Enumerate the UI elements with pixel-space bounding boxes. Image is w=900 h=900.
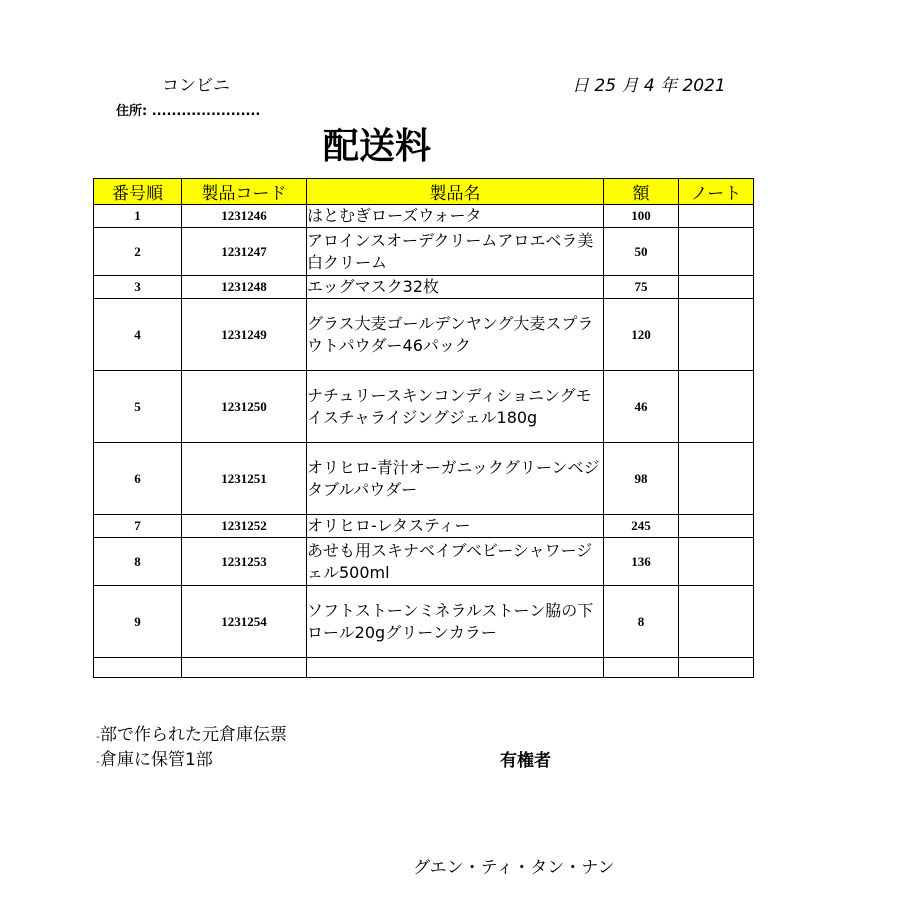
product-code: 1231254 xyxy=(182,586,307,658)
product-code: 1231248 xyxy=(182,276,307,299)
row-number: 7 xyxy=(94,515,182,538)
footer-note-1-text: 部で作られた元倉庫伝票 xyxy=(99,725,287,745)
amount: 98 xyxy=(604,443,679,515)
product-code: 1231252 xyxy=(182,515,307,538)
table-row xyxy=(94,658,754,678)
address-label: 住所: ...................... xyxy=(116,104,261,119)
product-name xyxy=(307,658,604,678)
amount: 120 xyxy=(604,299,679,371)
table-row xyxy=(94,443,754,515)
amount: 50 xyxy=(604,228,679,276)
footer-note-2 xyxy=(96,745,213,770)
product-code xyxy=(182,658,307,678)
table-row xyxy=(94,299,754,371)
row-number: 3 xyxy=(94,276,182,299)
date-text: 日 25 月 4 年 2021 xyxy=(572,76,726,96)
amount: 136 xyxy=(604,538,679,586)
product-name: オリヒロ-青汁オーガニックグリーンベジタブルパウダー xyxy=(307,443,604,515)
note xyxy=(679,276,754,299)
note xyxy=(679,443,754,515)
row-number: 5 xyxy=(94,371,182,443)
table-row xyxy=(94,205,754,228)
note xyxy=(679,586,754,658)
table-row xyxy=(94,276,754,299)
row-number xyxy=(94,658,182,678)
table-row xyxy=(94,586,754,658)
row-number: 9 xyxy=(94,586,182,658)
amount: 8 xyxy=(604,586,679,658)
product-name: エッグマスク32枚 xyxy=(307,276,604,299)
product-code: 1231249 xyxy=(182,299,307,371)
product-code: 1231253 xyxy=(182,538,307,586)
column-header-code: 製品コード xyxy=(182,179,307,205)
product-code: 1231251 xyxy=(182,443,307,515)
table-header-row xyxy=(94,179,754,205)
note xyxy=(679,228,754,276)
column-header-note: ノート xyxy=(679,179,754,205)
table-row xyxy=(94,228,754,276)
table-row xyxy=(94,515,754,538)
amount: 75 xyxy=(604,276,679,299)
delivery-table xyxy=(93,178,754,678)
note xyxy=(679,299,754,371)
authority-label: 有権者 xyxy=(500,751,551,771)
table-row xyxy=(94,538,754,586)
column-header-amount: 額 xyxy=(604,179,679,205)
bullet-dash: - xyxy=(96,755,100,768)
product-name: オリヒロ-レタスティー xyxy=(307,515,604,538)
footer-note-2-text: 倉庫に保管1部 xyxy=(99,750,213,770)
bullet-dash: - xyxy=(96,730,100,743)
amount xyxy=(604,658,679,678)
company-name: コンビニ xyxy=(162,76,230,96)
product-name: はとむぎローズウォータ xyxy=(307,205,604,228)
product-name: あせも用スキナベイブベビーシャワージェル500ml xyxy=(307,538,604,586)
product-code: 1231250 xyxy=(182,371,307,443)
row-number: 6 xyxy=(94,443,182,515)
row-number: 4 xyxy=(94,299,182,371)
footer-note-1 xyxy=(96,720,287,745)
note xyxy=(679,515,754,538)
product-code: 1231246 xyxy=(182,205,307,228)
row-number: 2 xyxy=(94,228,182,276)
row-number: 8 xyxy=(94,538,182,586)
table-row xyxy=(94,371,754,443)
amount: 100 xyxy=(604,205,679,228)
amount: 46 xyxy=(604,371,679,443)
product-name: ナチュリースキンコンディショニングモイスチャライジングジェル180g xyxy=(307,371,604,443)
product-code: 1231247 xyxy=(182,228,307,276)
note xyxy=(679,658,754,678)
note xyxy=(679,538,754,586)
column-header-product: 製品名 xyxy=(307,179,604,205)
note xyxy=(679,371,754,443)
page-title: 配送料 xyxy=(323,126,432,167)
amount: 245 xyxy=(604,515,679,538)
product-name: ソフトストーンミネラルストーン脇の下ロール20gグリーンカラー xyxy=(307,586,604,658)
row-number: 1 xyxy=(94,205,182,228)
column-header-number: 番号順 xyxy=(94,179,182,205)
authority-name: グエン・ティ・タン・ナン xyxy=(413,858,615,878)
product-name: アロインスオーデクリームアロエベラ美白クリーム xyxy=(307,228,604,276)
note xyxy=(679,205,754,228)
product-name: グラス大麦ゴールデンヤング大麦スプラウトパウダー46パック xyxy=(307,299,604,371)
